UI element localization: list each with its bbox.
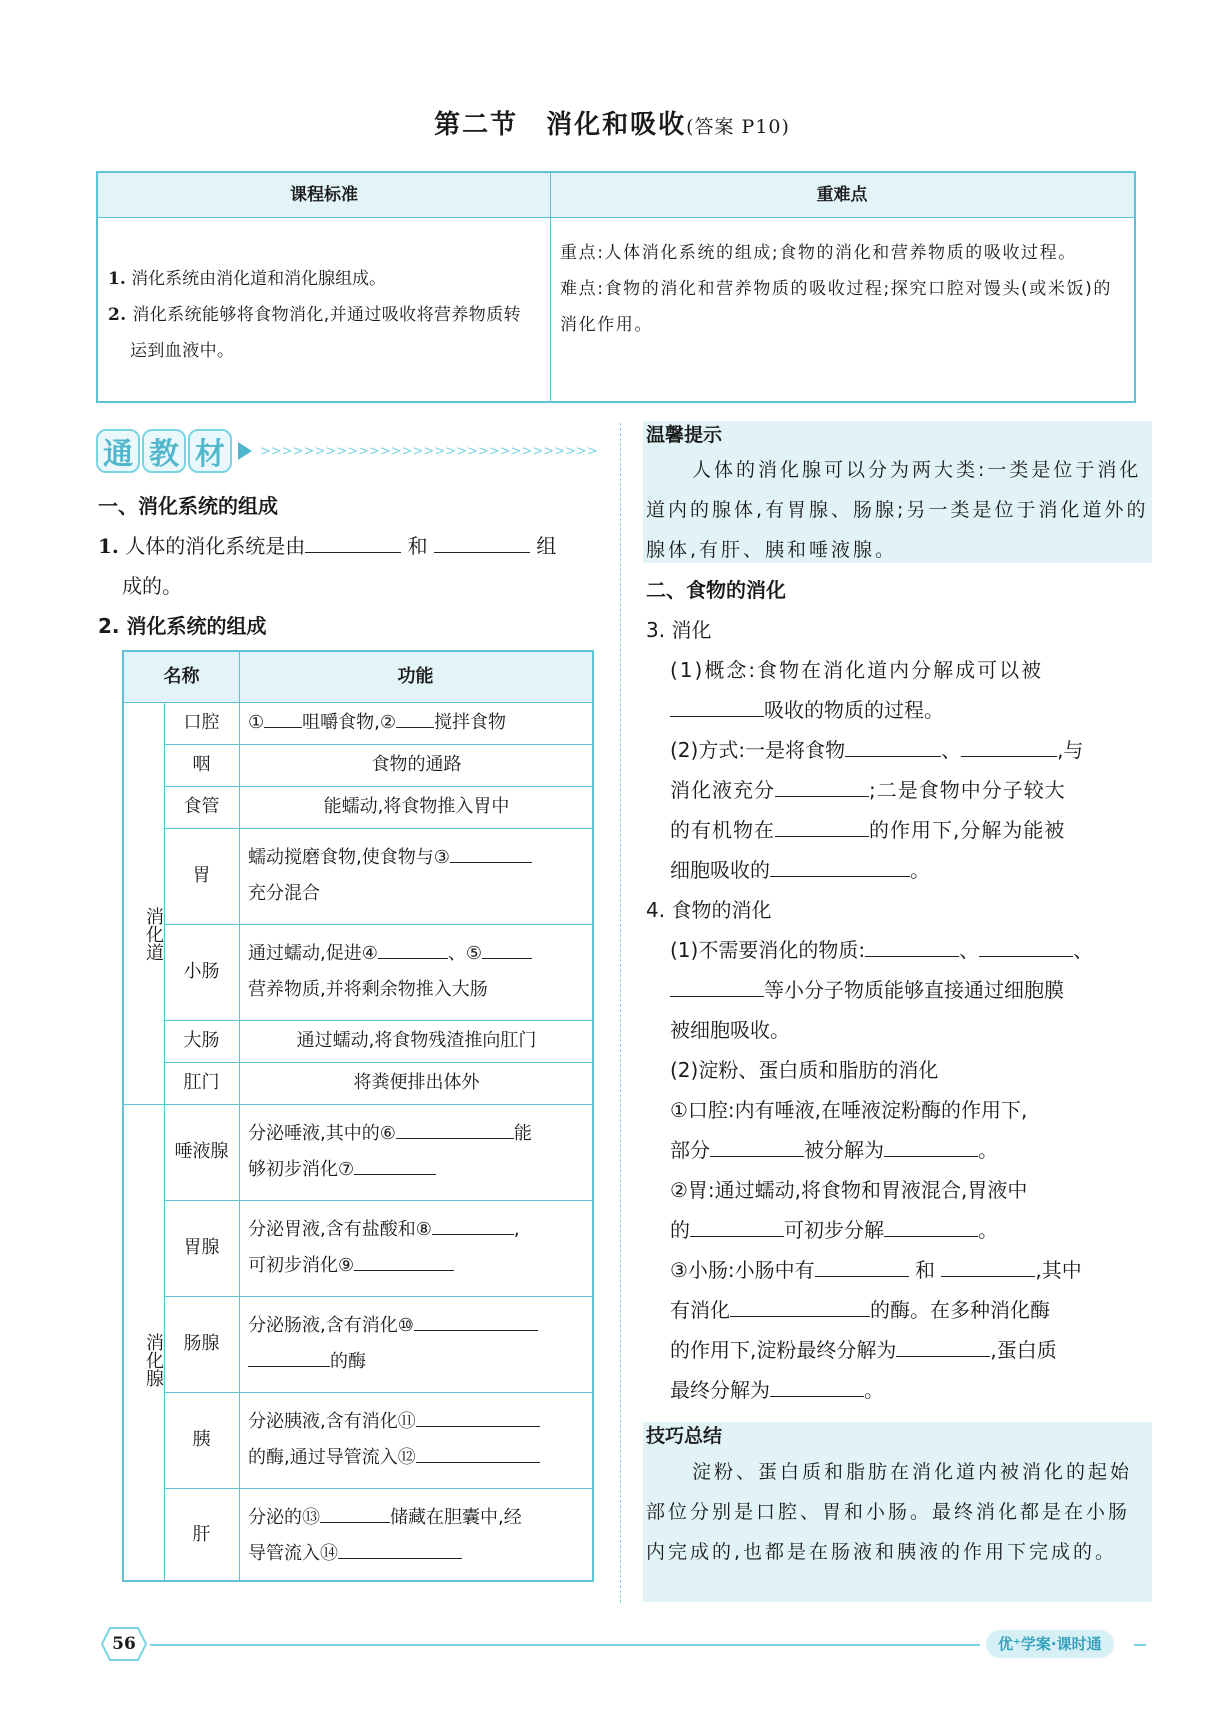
q4-stomach: ②胃:通过蠕动,将食物和胃液混合,胃液中	[670, 1178, 1028, 1202]
gland-name: 胃腺	[183, 1237, 220, 1258]
section-topic: 消化和吸收	[546, 110, 687, 140]
brand-logo: 优⁺学案·课时通	[986, 1630, 1114, 1658]
organ-name: 咽	[192, 754, 211, 775]
organ-function: 蠕动搅磨食物,使食物与③ 充分混合	[248, 840, 586, 912]
gland-function: 分泌肠液,含有消化⑩ 的酶	[248, 1308, 586, 1380]
section-number: 第二节	[434, 110, 519, 140]
key-points-text	[560, 235, 1128, 343]
standards-table	[96, 171, 1136, 403]
section-heading-1: 一、消化系统的组成	[98, 494, 278, 518]
section-banner	[96, 428, 598, 474]
summary-text: 淀粉、蛋白质和脂肪在消化道内被消化的起始部位分别是口腔、胃和小肠。最终消化都是在小肠内完成的,也都是在肠液和胰液的作用下完成的。	[646, 1461, 1133, 1563]
col-header-standards: 课程标准	[290, 185, 358, 205]
q3-concept: (1)概念:食物在消化道内分解成可以被	[670, 658, 1044, 682]
q3-method-line4: 细胞吸收的 。	[670, 858, 930, 882]
standards-list	[108, 261, 538, 369]
q4-stomach-line2: 的 可初步分解 。	[670, 1218, 998, 1242]
tip-title: 温馨提示	[646, 424, 723, 446]
question-2: 2. 消化系统的组成	[98, 614, 267, 638]
gland-name: 肠腺	[183, 1333, 220, 1354]
digestive-system-table	[122, 650, 594, 1582]
standard-item: 2. 消化系统能够将食物消化,并通过吸收将营养物质转运到血液中。	[108, 305, 521, 361]
q4-mouth: ①口腔:内有唾液,在唾液淀粉酶的作用下,	[670, 1098, 1028, 1122]
organ-function: 将粪便排出体外	[353, 1072, 480, 1093]
q4-no-digestion: (1)不需要消化的物质: 、 、	[670, 938, 1094, 962]
organ-function: ① 咀嚼食物,② 搅拌食物	[248, 712, 506, 733]
organ-function: 通过蠕动,将食物残渣推向肛门	[296, 1030, 537, 1051]
question-4: 4. 食物的消化	[646, 898, 772, 922]
q4-small-intestine-line3: 的作用下,淀粉最终分解为 ,蛋白质	[670, 1338, 1057, 1362]
gland-function: 分泌胃液,含有盐酸和⑧ , 可初步消化⑨	[248, 1219, 520, 1276]
standard-item: 1. 消化系统由消化道和消化腺组成。	[108, 269, 387, 289]
q4-nutrients: (2)淀粉、蛋白质和脂肪的消化	[670, 1058, 939, 1082]
organ-name: 胃	[192, 865, 211, 886]
gland-name: 肝	[192, 1524, 211, 1545]
organ-name: 口腔	[183, 712, 220, 733]
q4-no-digestion-line2: 等小分子物质能够直接通过细胞膜	[670, 970, 1150, 1010]
organ-function: 能蠕动,将食物推入胃中	[323, 796, 510, 817]
summary-title: 技巧总结	[646, 1425, 723, 1447]
footer-line-tail	[1134, 1644, 1146, 1646]
col-header-key-points: 重难点	[816, 185, 868, 205]
q4-mouth-line2: 部分 被分解为 。	[670, 1138, 998, 1162]
banner-char: 材	[188, 429, 232, 473]
organ-name: 食管	[183, 796, 220, 817]
banner-dots: >>>>>>>>>>>>>>>>>>>>>>>>>>>>>>>	[260, 443, 598, 459]
answer-ref: (答案 P10)	[686, 116, 790, 138]
gland-name: 胰	[192, 1429, 211, 1450]
gland-function: 分泌胰液,含有消化⑪ 的酶,通过导管流入⑫	[248, 1404, 586, 1476]
banner-arrow-icon	[238, 442, 252, 460]
organ-name: 小肠	[183, 961, 220, 982]
col-header-name: 名称	[163, 666, 200, 687]
q3-method: (2)方式:一是将食物 、 ,与	[670, 738, 1084, 762]
banner-char: 通	[96, 429, 140, 473]
gland-name: 唾液腺	[174, 1141, 229, 1162]
q4-small-intestine-line4: 最终分解为 。	[670, 1378, 884, 1402]
q3-method-line2: 消化液充分 ;二是食物中分子较大	[670, 778, 1066, 802]
question-1: 1. 人体的消化系统是由 和 组	[98, 534, 557, 558]
organ-function: 食物的通路	[371, 754, 462, 775]
q4-small-intestine-line2: 有消化 的酶。在多种消化酶	[670, 1298, 1050, 1322]
difficult-point: 难点:食物的消化和营养物质的吸收过程;探究口腔对馒头(或米饭)的消化作用。	[560, 279, 1112, 335]
column-divider	[620, 423, 621, 1603]
section-heading-2: 二、食物的消化	[646, 578, 786, 602]
organ-name: 肛门	[183, 1072, 220, 1093]
q4-no-digestion-line3: 被细胞吸收。	[670, 1018, 790, 1042]
gland-function: 分泌唾液,其中的⑥ 能 够初步消化⑦	[248, 1123, 532, 1180]
q3-concept-cont: 吸收的物质的过程。	[670, 690, 1150, 730]
key-point: 重点:人体消化系统的组成;食物的消化和营养物质的吸收过程。	[560, 243, 1077, 263]
organ-function: 通过蠕动,促进④ 、⑤ 营养物质,并将剩余物推入大肠	[248, 936, 586, 1008]
banner-char: 教	[142, 429, 186, 473]
page-title	[0, 104, 1224, 141]
col-header-function: 功能	[397, 666, 434, 687]
question-1-cont: 成的。	[122, 574, 182, 598]
group-label-digestive-glands: 消化腺	[143, 1333, 164, 1387]
organ-name: 大肠	[183, 1030, 220, 1051]
question-3: 3. 消化	[646, 618, 712, 642]
tip-text: 人体的消化腺可以分为两大类:一类是位于消化道内的腺体,有胃腺、肠腺;另一类是位于消化道外的腺体,有肝、胰和唾液腺。	[646, 459, 1149, 561]
page-number: 56	[112, 1634, 136, 1654]
q3-method-line3: 的有机物在 的作用下,分解为能被	[670, 818, 1066, 842]
q4-small-intestine: ③小肠:小肠中有 和 ,其中	[670, 1258, 1082, 1282]
group-label-digestive-tract: 消化道	[143, 907, 164, 961]
gland-function: 分泌的⑬ 储藏在胆囊中,经 导管流入⑭	[248, 1507, 522, 1564]
footer-line	[150, 1644, 980, 1646]
